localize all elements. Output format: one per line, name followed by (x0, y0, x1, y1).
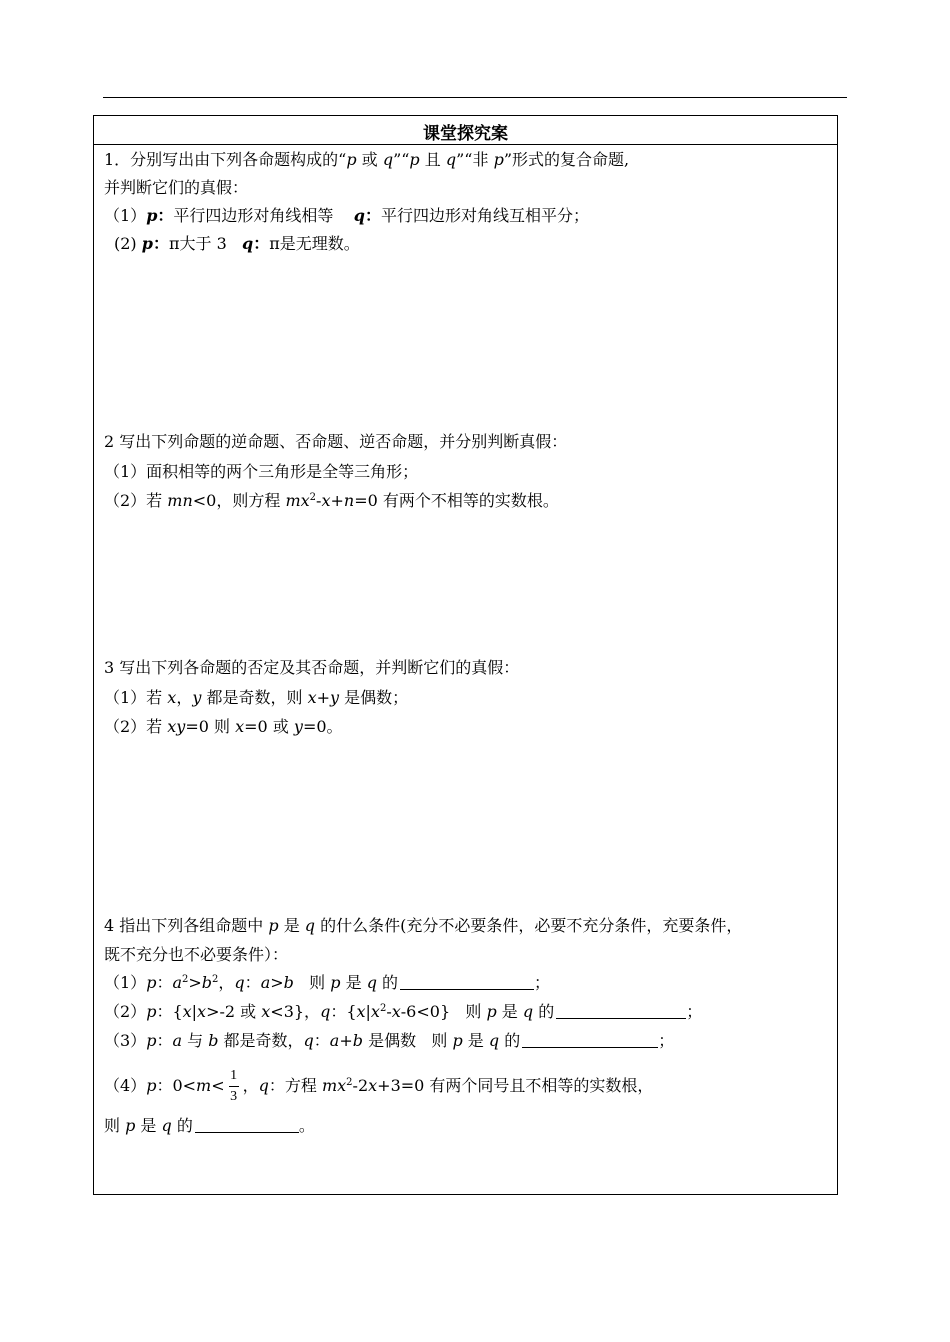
q1-item1: （1）p：平行四边形对角线相等 q：平行四边形对角线互相平分； (104, 206, 589, 225)
answer-blank-3[interactable] (522, 1033, 658, 1048)
q4-intro-line1: 4 指出下列各组命题中 p 是 q 的什么条件(充分不必要条件，必要不充分条件，充要条件， (104, 916, 743, 935)
q2-item2: （2）若 mn<0，则方程 $mx^2-x+n=0$ 有两个不相等的实数根。 (104, 491, 559, 510)
box-title: 课堂探究案 (423, 124, 508, 144)
fraction-one-third: $\frac{1}{3}$ (230, 1068, 238, 1104)
q3-item2: （2）若 xy=0 则 x=0 或 y=0。 (104, 717, 343, 736)
q1-intro-line1: 1．分别写出由下列各命题构成的“p 或 q”“p 且 q”“非 p”形式的复合命题, (104, 150, 630, 169)
q1-intro-line2: 并判断它们的真假： (104, 178, 249, 197)
q2-intro: 2 写出下列命题的逆命题、否命题、逆否命题，并分别判断真假： (104, 432, 568, 451)
inquiry-box (93, 115, 838, 1195)
q4-item2: （2）p：{x|x>-2 或 x<3}，q：$\{x|x^2-x-6<0\}$ 则 p 是 q 的 ； (104, 1002, 703, 1021)
q4-conclusion: 则 p 是 q 的 。 (104, 1116, 315, 1135)
q4-item1: （1）p：$a^2>b^2$，q：a>b 则 p 是 q 的 ； (104, 973, 551, 992)
q3-item1: （1）若 x，y 都是奇数，则 x+y 是偶数； (104, 688, 409, 707)
q4-item4: （4）p：0<m< $\frac{1}{3}$ ，q：方程 $mx^2-2x+3=0$ 有两个同号且不相等的实数根， (104, 1068, 654, 1104)
header-rule (103, 97, 847, 98)
answer-blank-1[interactable] (400, 975, 534, 990)
answer-blank-2[interactable] (556, 1004, 686, 1019)
q1-item2: (2) p：π大于 3 q：π是无理数。 (114, 234, 360, 253)
answer-blank-4[interactable] (195, 1118, 299, 1133)
title-row (94, 116, 837, 145)
q3-intro: 3 写出下列各命题的否定及其否命题，并判断它们的真假： (104, 658, 520, 677)
q2-item1: （1）面积相等的两个三角形是全等三角形； (104, 462, 419, 481)
q4-item3: （3）p：a 与 b 都是奇数，q：a+b 是偶数 则 p 是 q 的 ； (104, 1031, 675, 1050)
q4-intro-line2: 既不充分也不必要条件）： (104, 945, 289, 964)
